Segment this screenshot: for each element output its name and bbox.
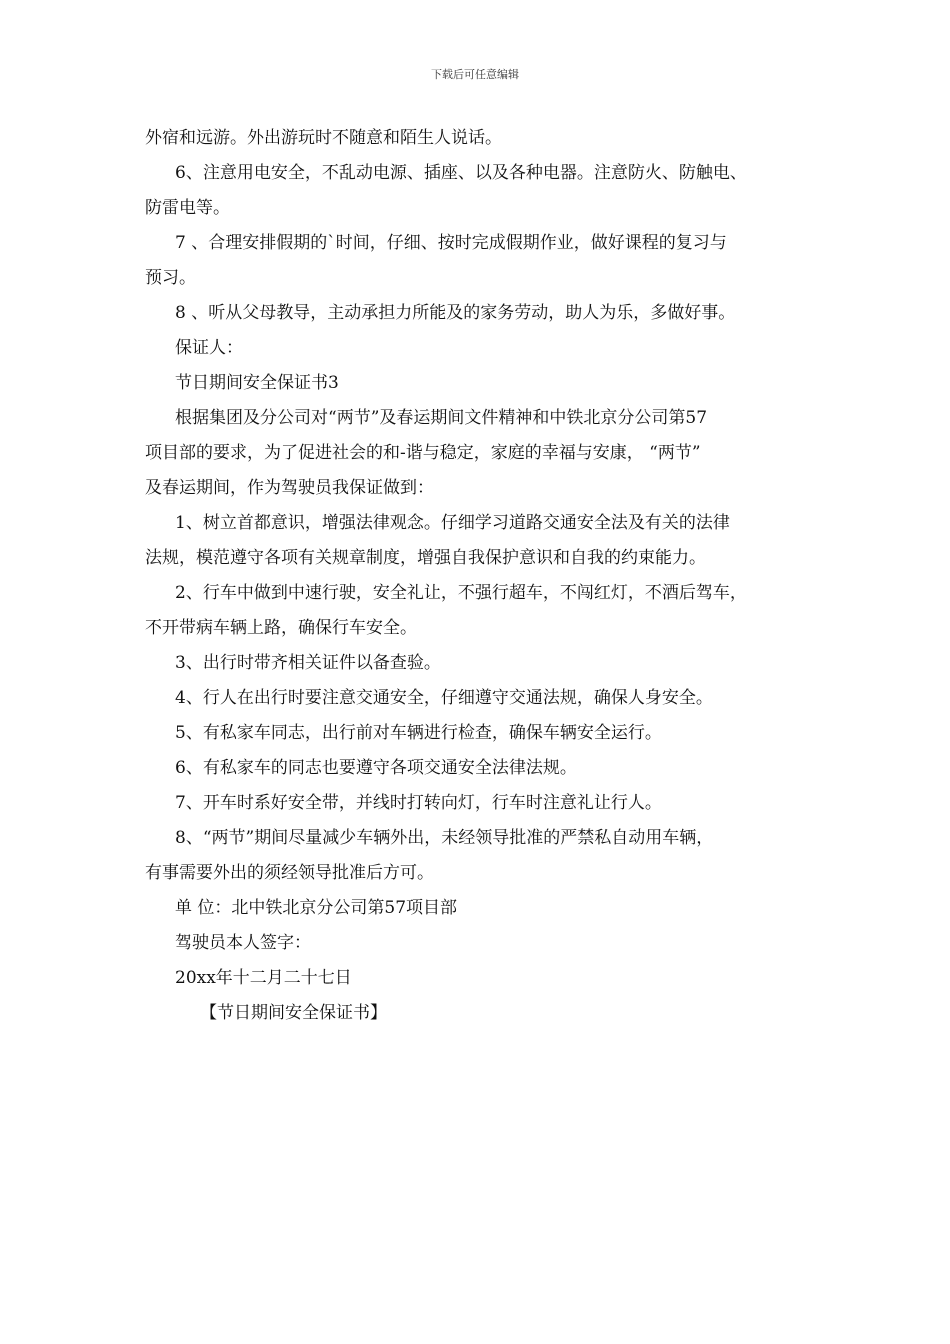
text-line: 法规，模范遵守各项有关规章制度，增强自我保护意识和自我的约束能力。 — [145, 548, 706, 568]
text-line: 外宿和远游。外出游玩时不随意和陌生人说话。 — [145, 128, 502, 148]
unit-line: 单 位：北中铁北京分公司第57项目部 — [175, 898, 458, 918]
text-line: 有事需要外出的须经领导批准后方可。 — [145, 863, 434, 883]
guarantor-label: 保证人： — [175, 338, 243, 358]
text-line: 6、注意用电安全，不乱动电源、插座、以及各种电器。注意防火、防触电、 — [175, 163, 747, 183]
text-line: 2、行车中做到中速行驶，安全礼让，不强行超车，不闯红灯，不酒后驾车， — [175, 583, 747, 603]
date-line: 20xx年十二月二十七日 — [175, 968, 352, 988]
text-line: 6、有私家车的同志也要遵守各项交通安全法律法规。 — [175, 758, 577, 778]
text-line: 8 、听从父母教导，主动承担力所能及的家务劳动，助人为乐，多做好事。 — [175, 303, 736, 323]
document-body — [145, 121, 825, 1031]
text-line: 8、“两节”期间尽量减少车辆外出，未经领导批准的严禁私自动用车辆， — [175, 828, 714, 848]
text-line: 不开带病车辆上路，确保行车安全。 — [145, 618, 417, 638]
text-line: 根据集团及分公司对“两节”及春运期间文件精神和中铁北京分公司第57 — [175, 408, 708, 428]
text-line: 7、开车时系好安全带，并线时打转向灯，行车时注意礼让行人。 — [175, 793, 662, 813]
text-line: 4、行人在出行时要注意交通安全，仔细遵守交通法规，确保人身安全。 — [175, 688, 713, 708]
text-line: 预习。 — [145, 268, 196, 288]
signature-label: 驾驶员本人签字： — [175, 933, 311, 953]
document-footer-title: 【节日期间安全保证书】 — [200, 1003, 387, 1023]
section-title: 节日期间安全保证书3 — [175, 373, 339, 393]
text-line: 及春运期间，作为驾驶员我保证做到： — [145, 478, 434, 498]
text-line: 项目部的要求，为了促进社会的和-谐与稳定，家庭的幸福与安康， “两节” — [145, 443, 701, 463]
text-line: 1、树立首都意识，增强法律观念。仔细学习道路交通安全法及有关的法律 — [175, 513, 730, 533]
page-header: 下载后可任意编辑 — [431, 68, 519, 81]
text-line: 5、有私家车同志，出行前对车辆进行检查，确保车辆安全运行。 — [175, 723, 662, 743]
text-line: 3、出行时带齐相关证件以备查验。 — [175, 653, 441, 673]
text-line: 防雷电等。 — [145, 198, 230, 218]
text-line: 7 、合理安排假期的`时间，仔细、按时完成假期作业，做好课程的复习与 — [175, 233, 727, 253]
